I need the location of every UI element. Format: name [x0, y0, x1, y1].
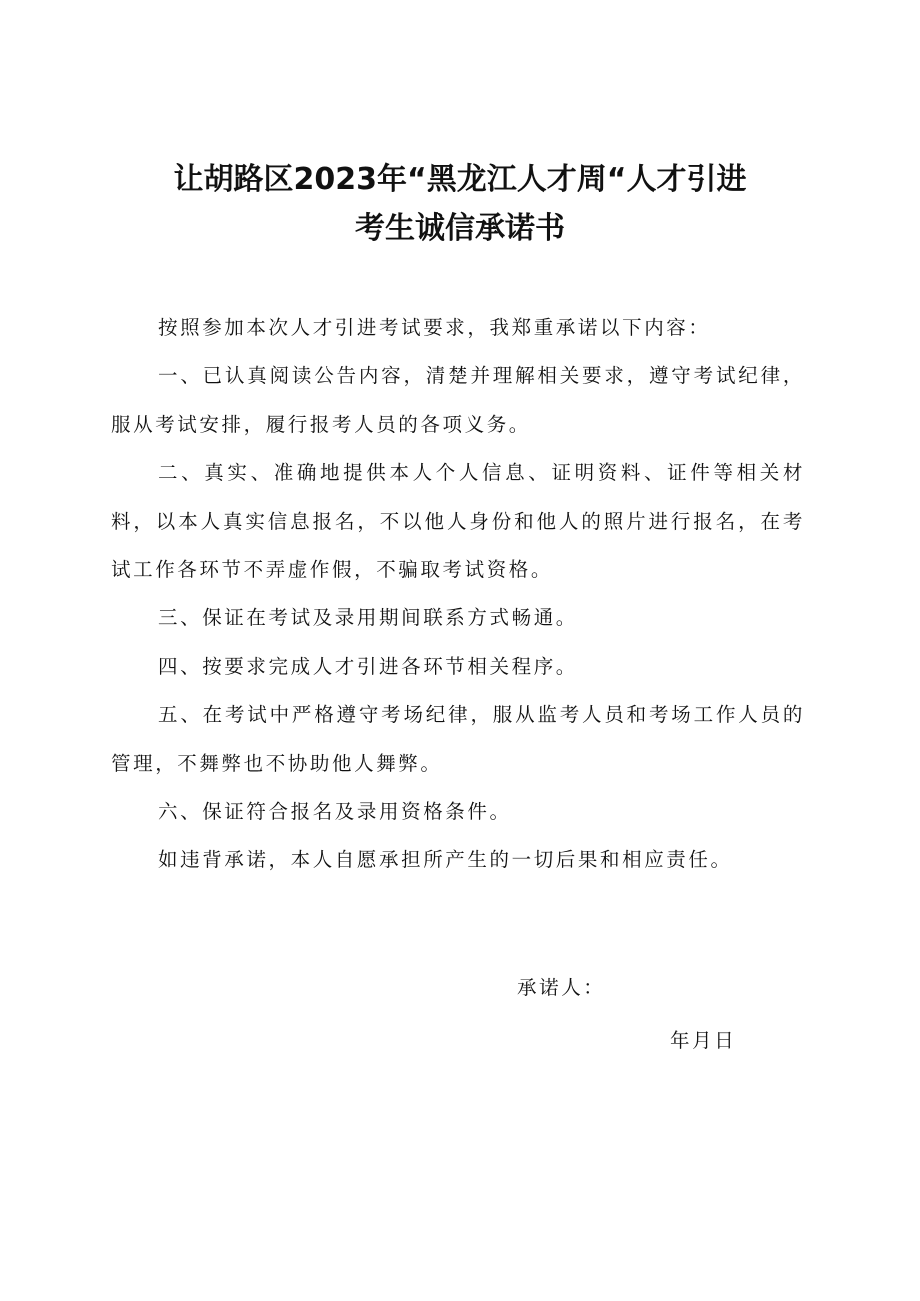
date-label: 年月日	[670, 1029, 737, 1052]
paragraph-item-1: 一、已认真阅读公告内容，清楚并理解相关要求，遵守考试纪律，服从考试安排，履行报考人员的各项义务。	[111, 364, 805, 436]
paragraph-item-4: 四、按要求完成人才引进各环节相关程序。	[158, 654, 578, 678]
paragraph-item-3: 三、保证在考试及录用期间联系方式畅通。	[158, 606, 578, 630]
signer-label: 承诺人：	[517, 976, 606, 999]
paragraph-closing: 如违背承诺，本人自愿承担所产生的一切后果和相应责任。	[158, 848, 733, 872]
document-title-line1: 让胡路区2023年“黑龙江人才周“人才引进	[173, 162, 747, 197]
document-body	[111, 304, 805, 885]
paragraph-item-6: 六、保证符合报名及录用资格条件。	[158, 800, 512, 824]
paragraph-item-5: 五、在考试中严格遵守考场纪律，服从监考人员和考场工作人员的管理，不舞弊也不协助他人舞弊。	[111, 703, 805, 775]
document-title-line2: 考生诚信承诺书	[355, 211, 565, 246]
paragraph-item-2: 二、真实、准确地提供本人个人信息、证明资料、证件等相关材料，以本人真实信息报名，不以他人身份和他人的照片进行报名，在考试工作各环节不弄虚作假，不骗取考试资格。	[111, 461, 805, 582]
paragraph-intro: 按照参加本次人才引进考试要求，我郑重承诺以下内容：	[158, 316, 711, 339]
